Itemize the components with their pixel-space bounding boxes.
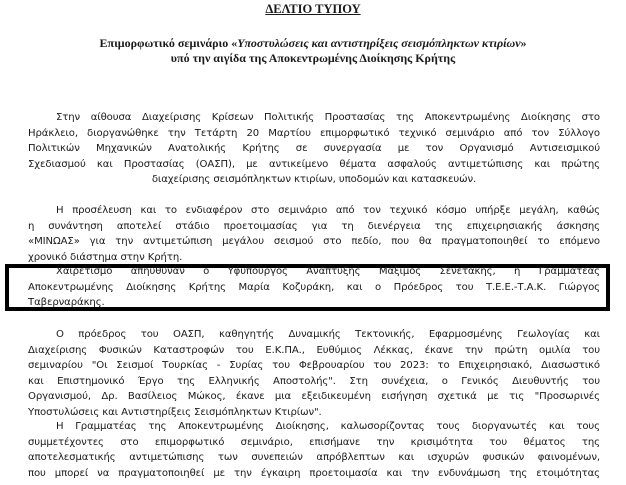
paragraph-line: αποτελεσματικής αντιμετώπισης των συνεπειών απρόβλεπτων και ισχυρών φυσικών φαινομένων, <box>28 452 600 463</box>
paragraph-line: Ταβερναράκης. <box>28 297 105 308</box>
document-title: ΔΕΛΤΙΟ ΤΥΠΟΥ <box>265 2 361 16</box>
seminar-title <box>0 36 626 51</box>
paragraph-line: η συνάντηση αποτελεί στάδιο προετοιμασίας για τη διενέργεια της επιχειρησιακής άσκησης <box>28 220 600 232</box>
paragraph-line: Σχεδιασμού και Προστασίας (ΟΑΣΠ), με αντικείμενο θέματα ασφαλούς αντιμετώπισης και πρώτης <box>28 158 600 170</box>
seminar-title-italic: Υποστυλώσεις και αντιστηρίξεις σεισμόπληκτων κτιρίων <box>237 36 521 50</box>
paragraph-line: Η προσέλευση και το ενδιαφέρον στο σεμινάριο από τον τεχνικό κόσμο υπήρξε μεγάλη, καθώς <box>56 205 600 216</box>
paragraph-line: Διαχείρισης Φυσικών Καταστροφών του Ε.Κ.ΠΑ., Ευθύμιος Λέκκας, έκανε την πρώτη ομιλία του <box>28 344 600 356</box>
paragraph-line: Η Γραμματέας της Αποκεντρωμένης Διοίκησης, καλωσορίζοντας τους διοργανωτές και τους <box>56 421 600 432</box>
paragraph-1 <box>28 110 600 188</box>
paragraph-line: και Επιστημονικό Έργο της Ελληνικής Αποστολής". Στη συνέχεια, ο Γενικός Διευθυντής του <box>28 375 600 387</box>
paragraph-line: χρονικό διάστημα στην Κρήτη. <box>28 251 183 263</box>
paragraph-line: Στην αίθουσα Διαχείρισης Κρίσεων Πολιτικής Προστασίας της Αποκεντρωμένης Διοίκησης στο <box>56 112 600 123</box>
paragraph-line: Οργανισμού, Δρ. Βασίλειος Μώκος, έκανε μια εξειδικευμένη εισήγηση σχετικά με τις "Προσωρινές <box>28 391 600 402</box>
paragraph-line: Χαιρετισμό απηύθυναν ο Υφυπουργός Ανάπτυξης Μάξιμος Σενετάκης, η Γραμματέας <box>56 266 600 277</box>
paragraph-4 <box>28 327 600 420</box>
paragraph-3 <box>28 264 600 311</box>
paragraph-line: σεμιναρίου "Οι Σεισμοί Τουρκίας - Συρίας του Φεβρουαρίου του 2023: το Επιχειρησιακό, Διασωστικό <box>28 360 600 371</box>
paragraph-line: Ο πρόεδρος του ΟΑΣΠ, καθηγητής Δυναμικής Τεκτονικής, Εφαρμοσμένης Γεωλογίας και <box>56 329 600 340</box>
paragraph-line: Αποκεντρωμένης Διοίκησης Κρήτης Μαρία Κοζυράκη, και ο Πρόεδρος του Τ.Ε.Ε.-Τ.Α.Κ. Γιώργος <box>28 281 600 293</box>
seminar-subtitle: υπό την αιγίδα της Αποκεντρωμένης Διοίκησης Κρήτης <box>170 51 456 65</box>
seminar-title-prefix: Επιμορφωτικό σεμινάριο « <box>99 36 238 50</box>
paragraph-line: συμμετέχοντες στο επιμορφωτικό σεμινάριο, επισήμανε την κρισιμότητα του θέματος της <box>28 436 600 448</box>
paragraph-line: Υποστυλώσεις και Αντιστηρίξεις Σεισμόπληκτων Κτιρίων". <box>28 406 322 418</box>
seminar-title-suffix: » <box>520 36 527 50</box>
paragraph-2 <box>28 203 600 265</box>
paragraph-line: Πολιτικών Μηχανικών Ανατολικής Κρήτης σε συνεργασία με τον Οργανισμό Αντισεισμικού <box>28 143 600 154</box>
paragraph-line: «ΜΙΝΩΑΣ» για την αντιμετώπιση μεγάλου σεισμού στο πεδίο, που θα πραγματοποιηθεί το επόμενο <box>28 236 600 247</box>
paragraph-line: που μπορεί να πραγματοποιηθεί με την έγκαιρη προετοιμασία και την ενδυνάμωση της ετοιμότητας <box>28 467 600 479</box>
paragraph-5 <box>28 419 600 481</box>
paragraph-line: διαχείρισης σεισμόπληκτων κτιρίων, υποδομών και κατασκευών. <box>151 174 477 185</box>
paragraph-line: Ηράκλειο, διοργανώθηκε την Τετάρτη 20 Μαρτίου επιμορφωτικό τεχνικό σεμινάριο από τον Σύλλογο <box>28 127 600 139</box>
